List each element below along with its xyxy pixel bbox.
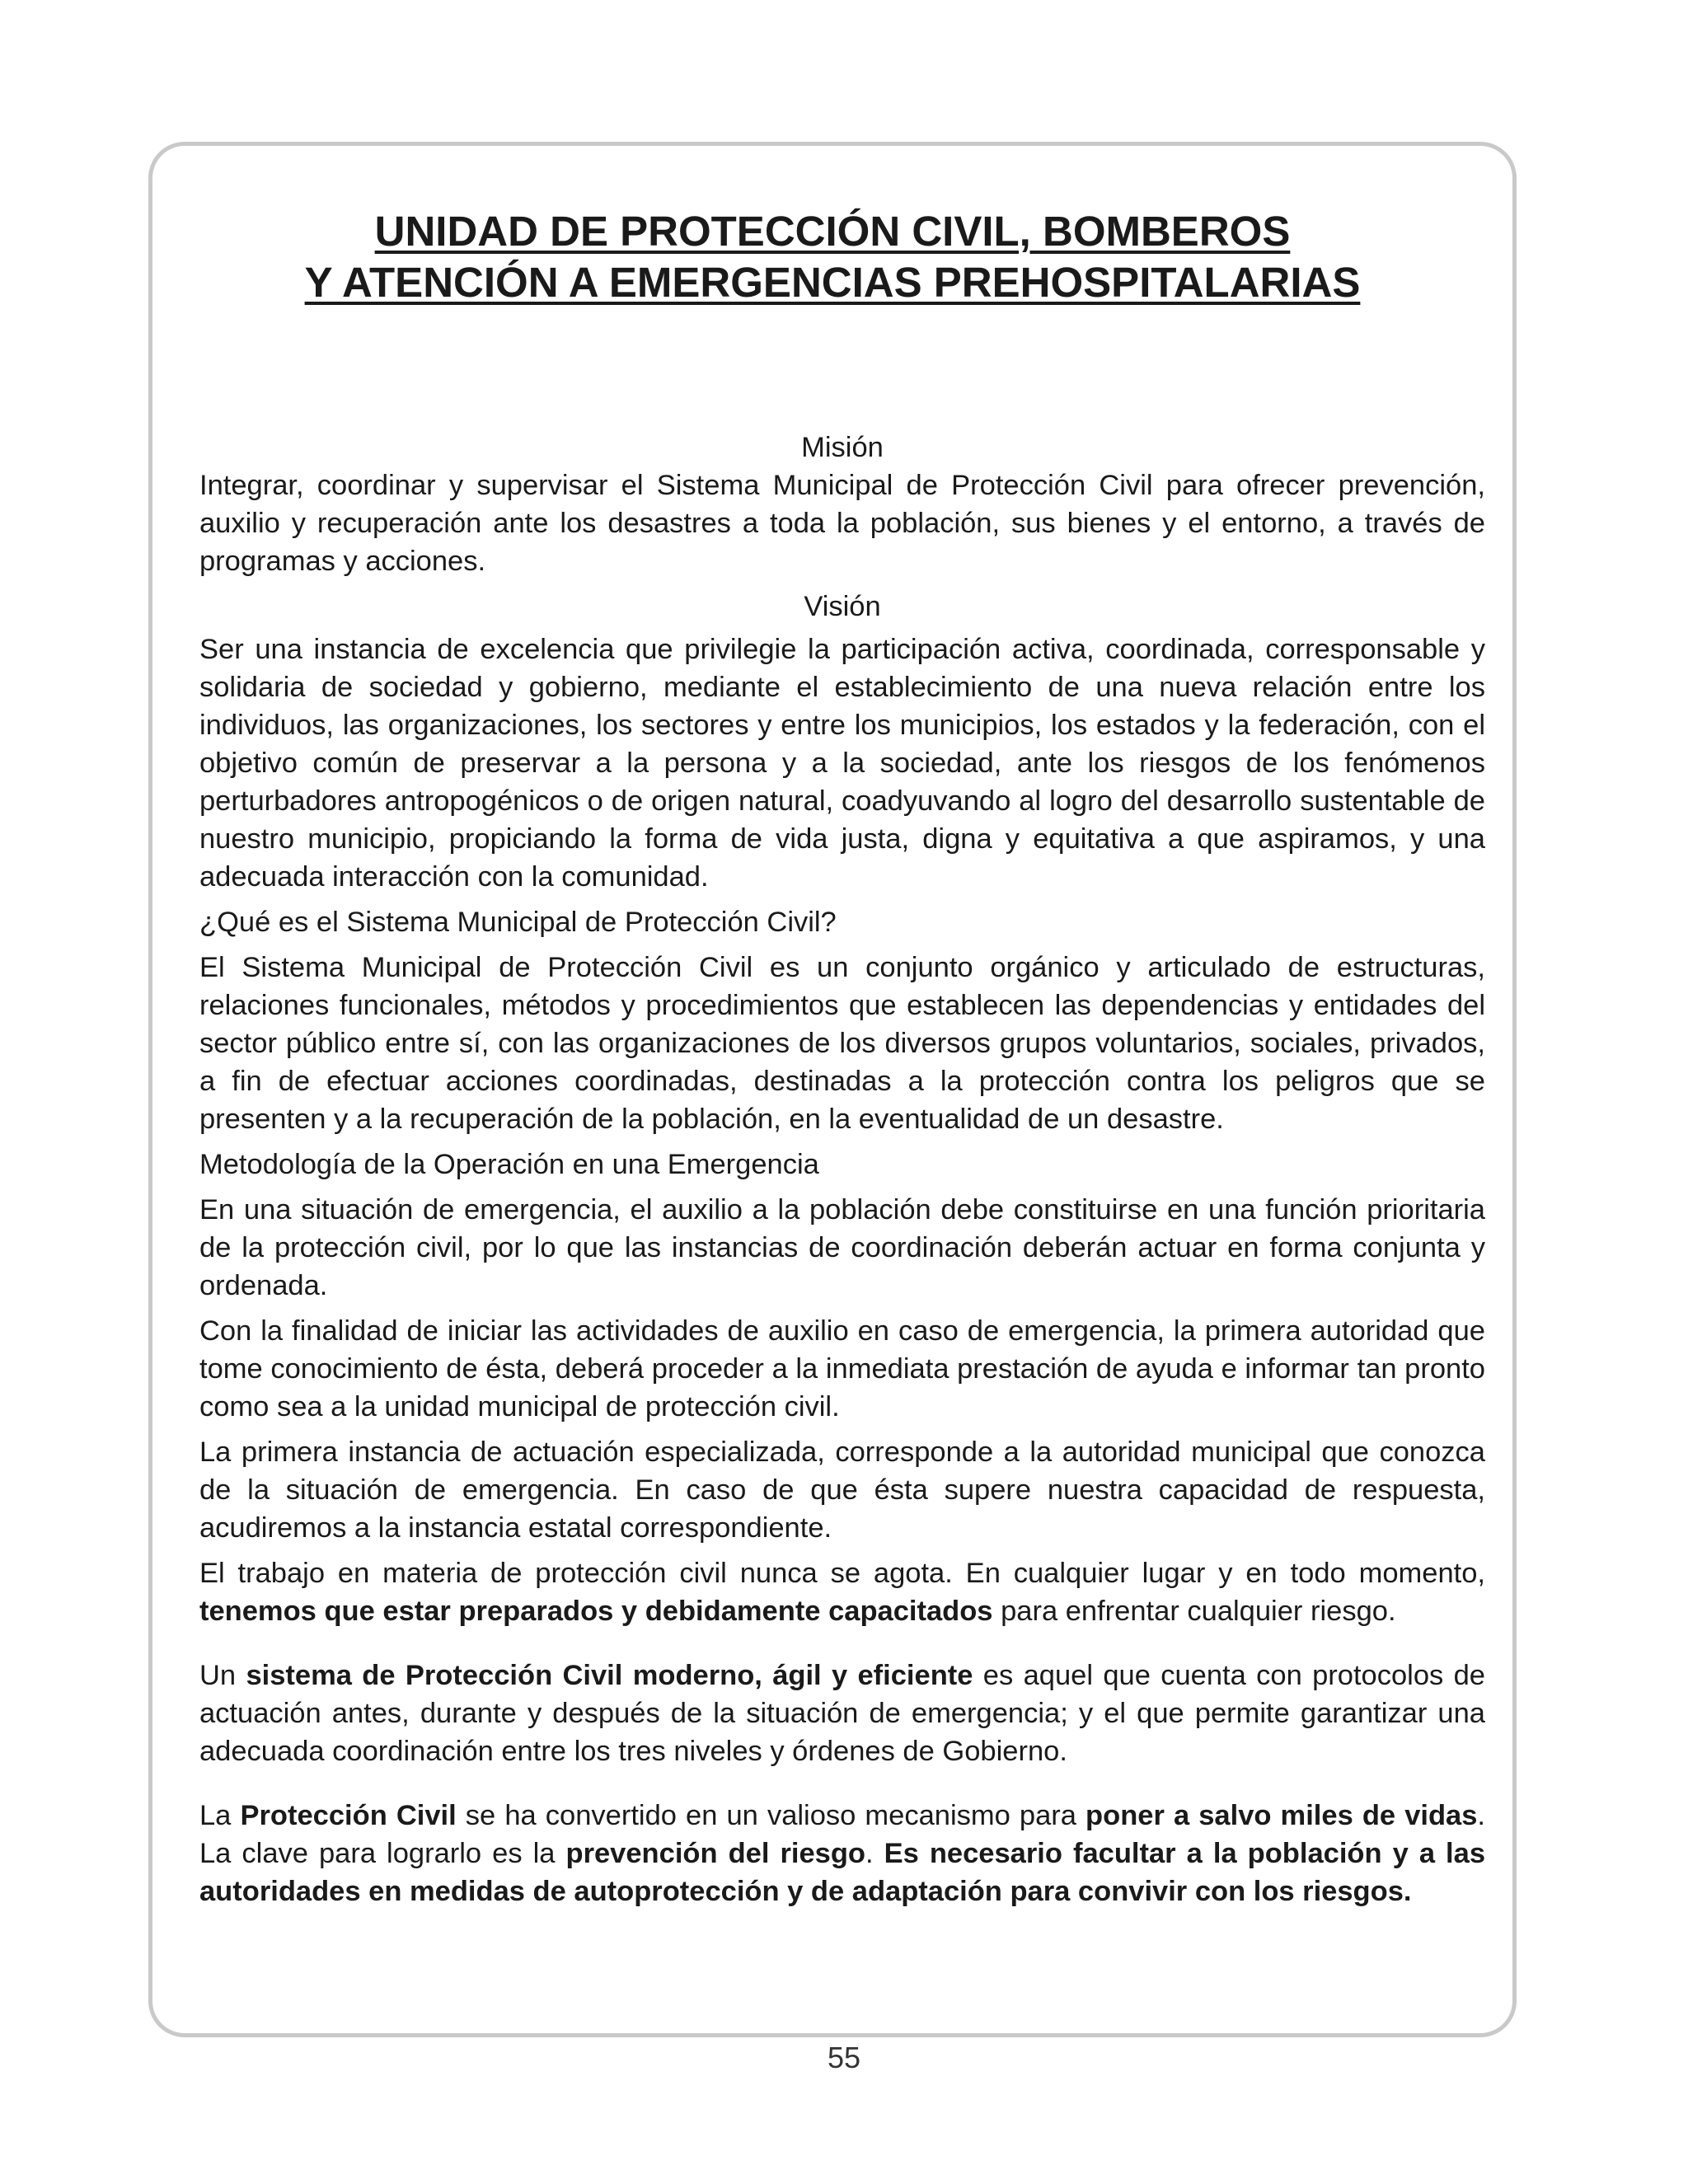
- title-line-1: UNIDAD DE PROTECCIÓN CIVIL, BOMBEROS: [374, 208, 1291, 255]
- page-number: 55: [827, 2041, 861, 2074]
- final-bold-h: Es necesario facultar a la población y a las autoridades en medidas de autoprotección y de adaptación para convivir con los riesgos.: [199, 1838, 1485, 1907]
- body-content: [199, 429, 1485, 1918]
- sistema-bold: sistema de Protección Civil moderno, ágil y eficiente: [246, 1660, 973, 1691]
- vision-paragraph: Ser una instancia de excelencia que privilegie la participación activa, coordinada, corresponsable y solidaria de sociedad y gobierno, mediante el establecimiento de una nueva relación entre los individuos, las organizaciones, los sectores y entre los municipios, los estados y la federación, con el objetivo común de preservar a la persona y a la sociedad, ante los riesgos de los fenómenos perturbadores antropogénicos o de origen natural, coadyuvando al logro del desarrollo sustentable de nuestro municipio, propiciando la forma de vida justa, digna y equitativa a que aspiramos, y una adecuada interacción con la comunidad.: [199, 634, 1485, 893]
- title-line-2: Y ATENCIÓN A EMERGENCIAS PREHOSPITALARIAS: [304, 259, 1361, 306]
- final-text-e: . La clave para lograrlo es la: [199, 1800, 1486, 1869]
- mision-paragraph: Integrar, coordinar y supervisar el Sistema Municipal de Protección Civil para ofrecer prevención, auxilio y recuperación ante los desastres a toda la población, sus bienes y el entorno, a través de programas y acciones.: [199, 470, 1485, 577]
- trabajo-paragraph: [199, 1554, 1485, 1630]
- final-paragraph: [199, 1797, 1485, 1910]
- page-title: [148, 206, 1517, 308]
- final-bold-d: poner a salvo miles de vidas: [1085, 1800, 1478, 1831]
- mision-heading: Misión: [801, 432, 884, 463]
- final-bold-f: prevención del riesgo: [565, 1838, 865, 1869]
- trabajo-text-c: para enfrentar cualquier riesgo.: [992, 1596, 1396, 1627]
- final-text-a: La: [199, 1800, 241, 1831]
- trabajo-bold: tenemos que estar preparados y debidamente capacitados: [199, 1596, 993, 1627]
- methodology-paragraph-2: Con la finalidad de iniciar las actividades de auxilio en caso de emergencia, la primera autoridad que tome conocimiento de ésta, deberá proceder a la inmediata prestación de ayuda e informar tan pronto como sea a la unidad municipal de protección civil.: [199, 1315, 1485, 1422]
- final-text-g: .: [865, 1838, 884, 1869]
- question-heading: ¿Qué es el Sistema Municipal de Protección Civil?: [199, 907, 837, 938]
- final-text-c: se ha convertido en un valioso mecanismo para: [456, 1800, 1086, 1831]
- vision-heading: Visión: [804, 591, 881, 622]
- methodology-heading: Metodología de la Operación en una Emergencia: [199, 1149, 819, 1180]
- methodology-paragraph-1: En una situación de emergencia, el auxilio a la población debe constituirse en una función prioritaria de la protección civil, por lo que las instancias de coordinación deberán actuar en forma conjunta y ordenada.: [199, 1194, 1485, 1301]
- final-bold-b: Protección Civil: [240, 1800, 457, 1831]
- trabajo-text-a: El trabajo en materia de protección civil nunca se agota. En cualquier lugar y en todo momento,: [199, 1558, 1485, 1589]
- sistema-text-c: es aquel que cuenta con protocolos de actuación antes, durante y después de la situación de emergencia; y el que permite garantizar una adecuada coordinación entre los tres niveles y órdenes de Gobierno.: [199, 1660, 1485, 1767]
- sistema-paragraph: [199, 1657, 1485, 1770]
- question-paragraph: El Sistema Municipal de Protección Civil es un conjunto orgánico y articulado de estructuras, relaciones funcionales, métodos y procedimientos que establecen las dependencias y entidades del sector público entre sí, con las organizaciones de los diversos grupos voluntarios, sociales, privados, a fin de efectuar acciones coordinadas, destinadas a la protección contra los peligros que se presenten y a la recuperación de la población, en la eventualidad de un desastre.: [199, 952, 1485, 1135]
- methodology-paragraph-3: La primera instancia de actuación especializada, corresponde a la autoridad municipal que conozca de la situación de emergencia. En caso de que ésta supere nuestra capacidad de respuesta, acudiremos a la instancia estatal correspondiente.: [199, 1436, 1485, 1544]
- sistema-text-a: Un: [199, 1660, 246, 1691]
